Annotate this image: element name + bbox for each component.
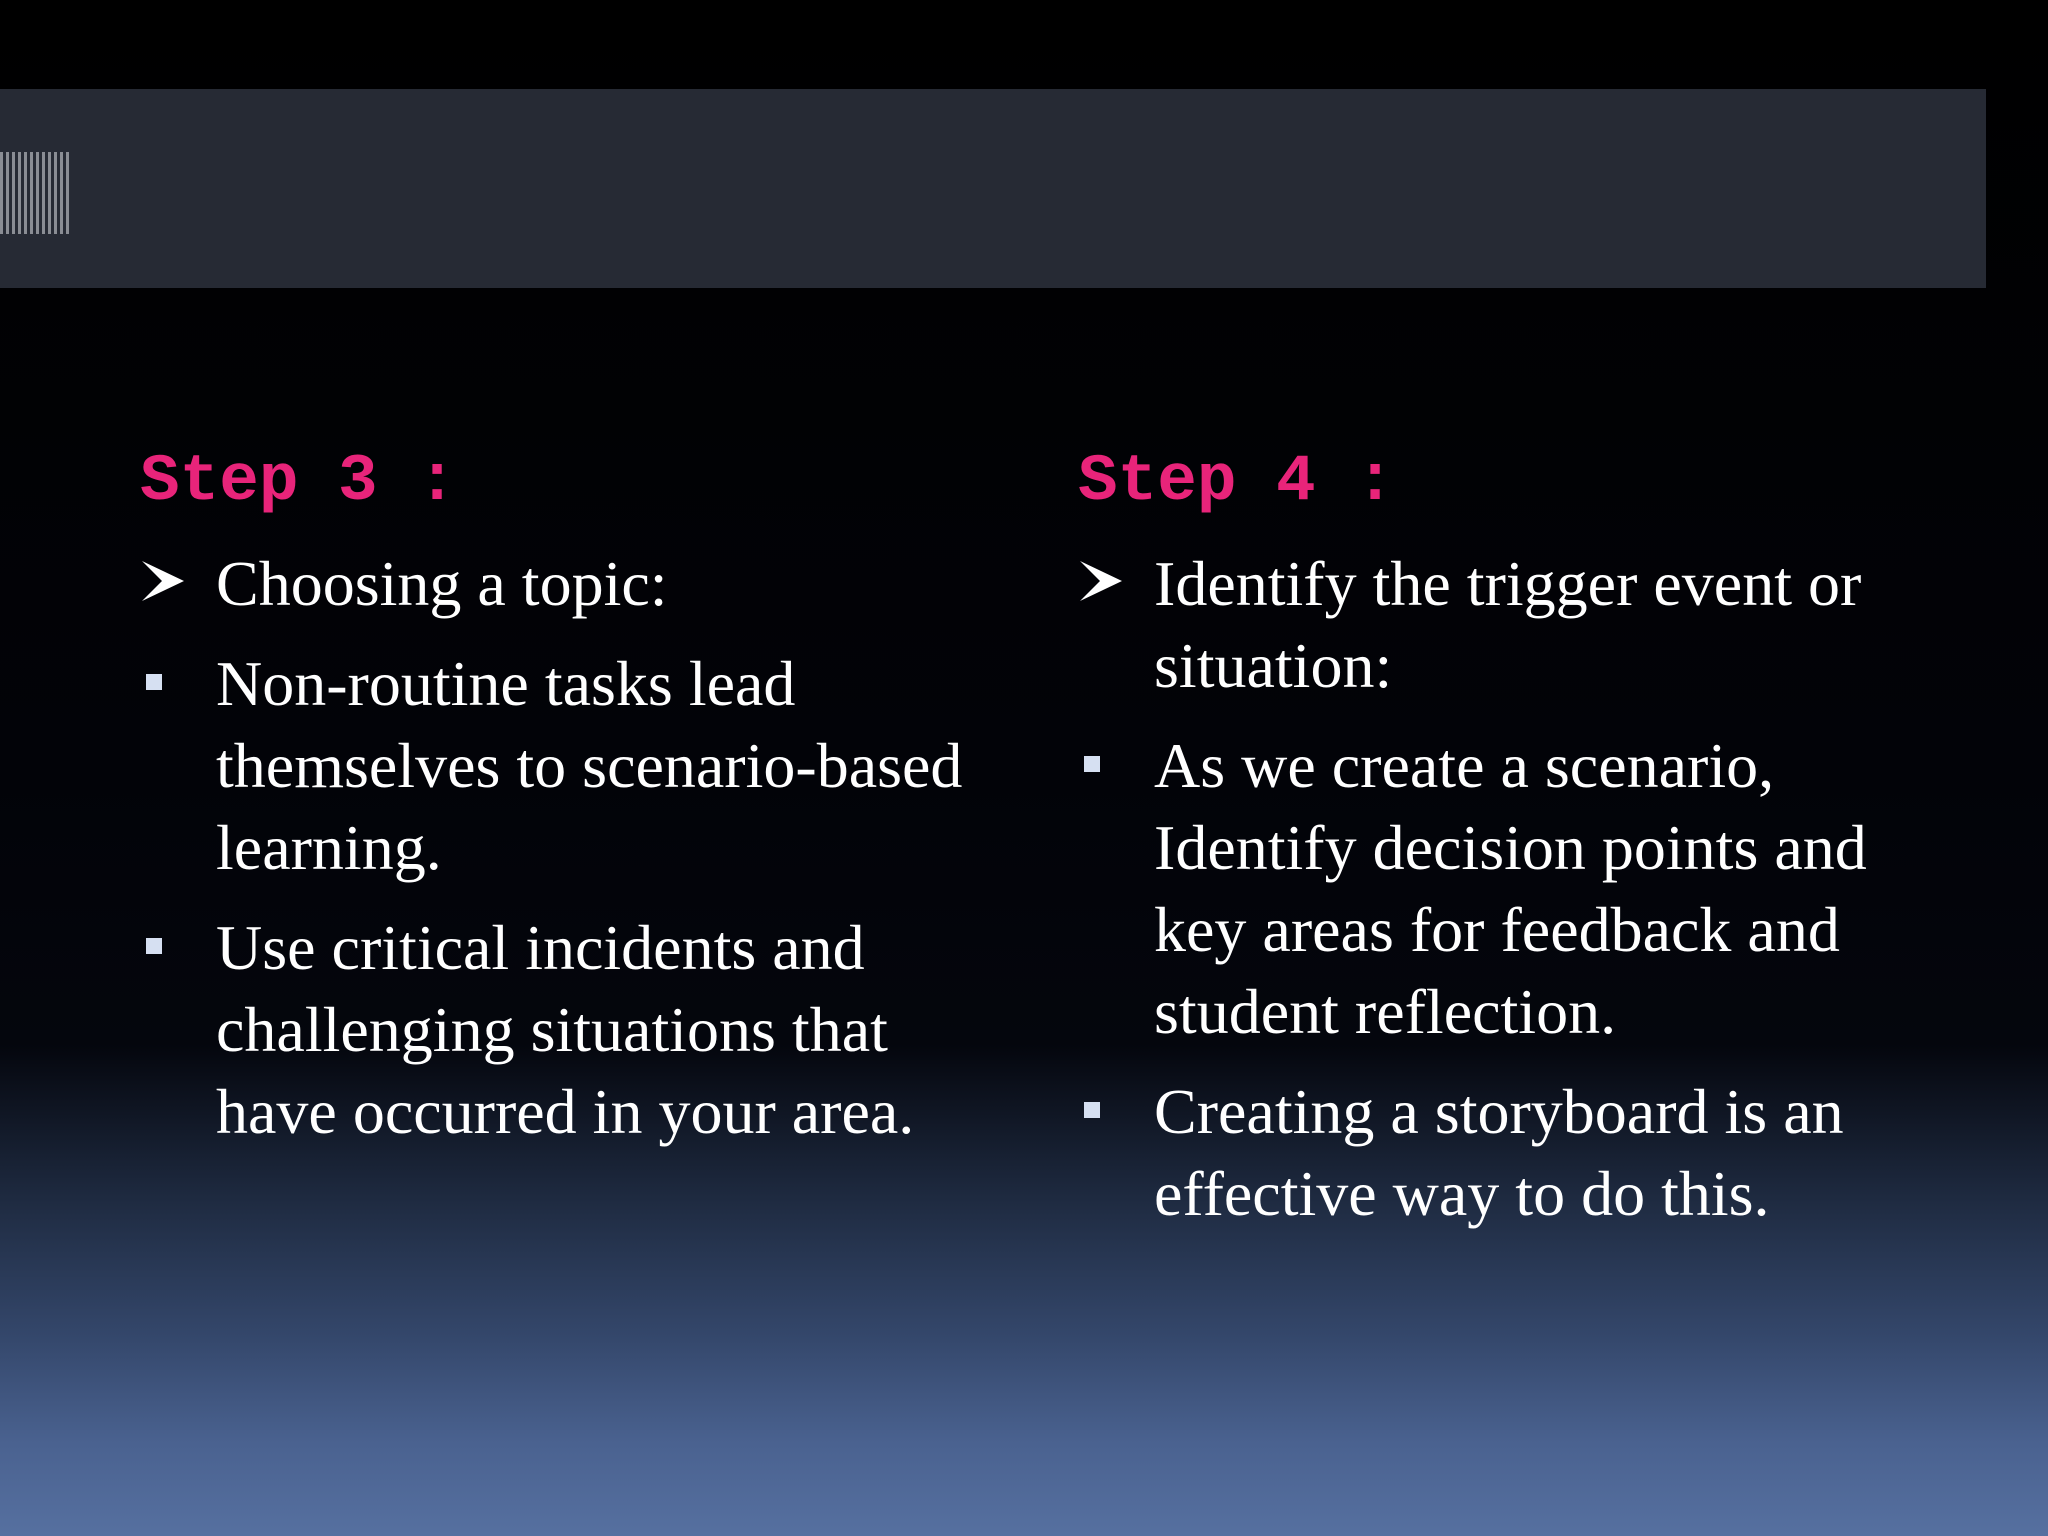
list-item-text: As we create a scenario, Identify decision points and key areas for feedback and student reflection.	[1154, 730, 1867, 1047]
list-item	[1078, 725, 1948, 1053]
arrow-bullet-icon	[140, 557, 188, 605]
list-item-text: Use critical incidents and challenging situations that have occurred in your area.	[216, 912, 915, 1147]
list-item	[140, 543, 990, 625]
step-3-column	[140, 437, 990, 1171]
list-item	[140, 907, 990, 1153]
list-item-text: Non-routine tasks lead themselves to scenario-based learning.	[216, 648, 963, 883]
list-item	[1078, 1071, 1948, 1235]
square-bullet-icon	[146, 674, 162, 690]
step-3-heading: Step 3 :	[140, 444, 457, 519]
square-bullet-icon	[1084, 1102, 1100, 1118]
title-band	[0, 89, 1986, 288]
list-item	[140, 643, 990, 889]
list-item-text: Creating a storyboard is an effective way to do this.	[1154, 1076, 1844, 1229]
square-bullet-icon	[1084, 756, 1100, 772]
list-item	[1078, 543, 1948, 707]
step-4-column	[1078, 437, 1948, 1253]
list-item-text: Identify the trigger event or situation:	[1154, 548, 1862, 701]
barcode-decoration	[0, 152, 72, 234]
step-4-heading: Step 4 :	[1078, 444, 1395, 519]
square-bullet-icon	[146, 938, 162, 954]
arrow-bullet-icon	[1078, 557, 1126, 605]
list-item-text: Choosing a topic:	[216, 548, 668, 619]
